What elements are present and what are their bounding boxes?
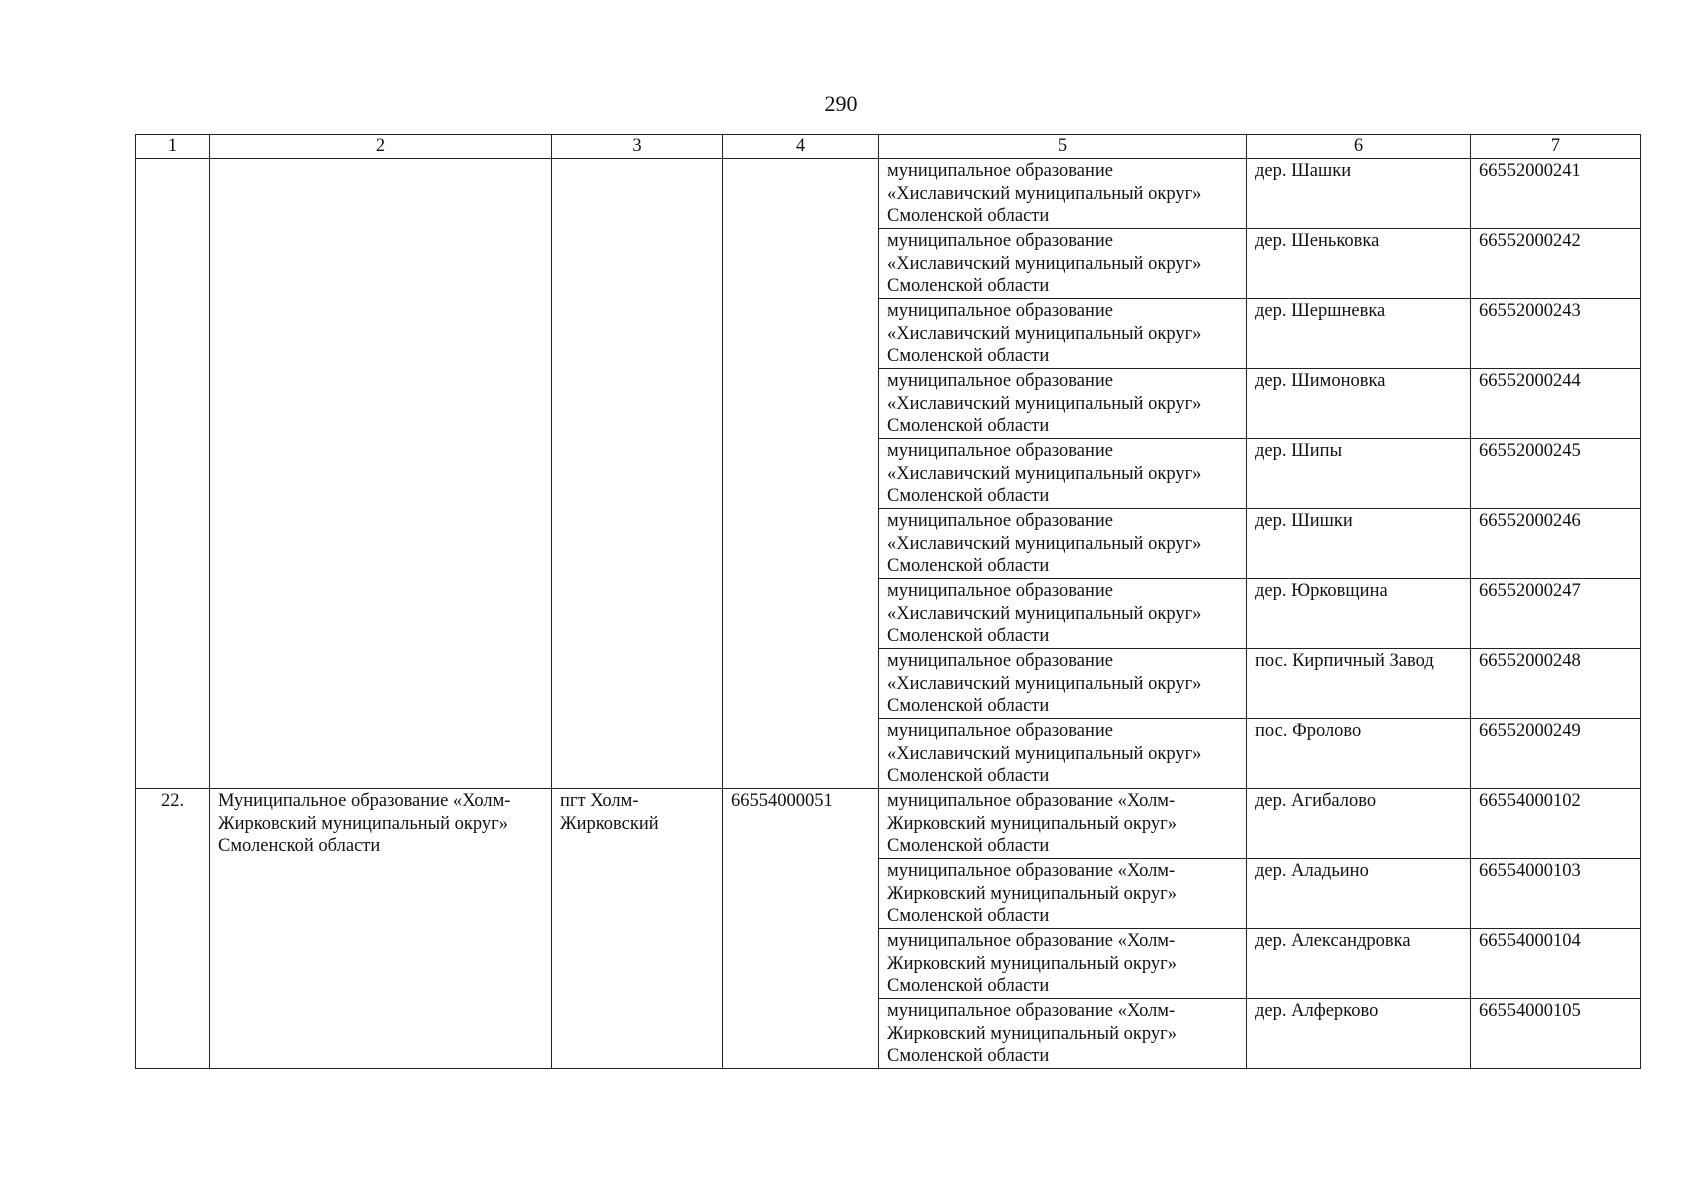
entry-center: пгт Холм-Жирковский <box>552 789 723 1069</box>
column-header-7: 7 <box>1471 135 1641 159</box>
settlement-cell: дер. Юрковщина <box>1247 579 1471 649</box>
municipality-cell: муниципальное образование «Хиславичский муниципальный округ» Смоленской области <box>879 369 1247 439</box>
continuation-code-cell <box>723 159 879 789</box>
entry-number: 22. <box>136 789 210 1069</box>
settlement-cell: дер. Шимоновка <box>1247 369 1471 439</box>
code-cell: 66552000245 <box>1471 439 1641 509</box>
column-header-2: 2 <box>210 135 552 159</box>
settlement-cell: дер. Шершневка <box>1247 299 1471 369</box>
entry-name: Муниципальное образование «Холм-Жирковский муниципальный округ» Смоленской области <box>210 789 552 1069</box>
municipality-cell: муниципальное образование «Хиславичский муниципальный округ» Смоленской области <box>879 579 1247 649</box>
settlement-cell: пос. Кирпичный Завод <box>1247 649 1471 719</box>
code-cell: 66552000247 <box>1471 579 1641 649</box>
settlement-cell: пос. Фролово <box>1247 719 1471 789</box>
entry-center-code: 66554000051 <box>723 789 879 1069</box>
column-header-4: 4 <box>723 135 879 159</box>
code-cell: 66552000241 <box>1471 159 1641 229</box>
code-cell: 66554000102 <box>1471 789 1641 859</box>
municipality-cell: муниципальное образование «Хиславичский муниципальный округ» Смоленской области <box>879 229 1247 299</box>
municipality-cell: муниципальное образование «Холм-Жирковский муниципальный округ» Смоленской области <box>879 929 1247 999</box>
settlements-table <box>135 134 1641 1069</box>
municipality-cell: муниципальное образование «Хиславичский муниципальный округ» Смоленской области <box>879 649 1247 719</box>
municipality-cell: муниципальное образование «Хиславичский муниципальный округ» Смоленской области <box>879 299 1247 369</box>
settlement-cell: дер. Аладьино <box>1247 859 1471 929</box>
continuation-center-cell <box>552 159 723 789</box>
continuation-name-cell <box>210 159 552 789</box>
code-cell: 66554000105 <box>1471 999 1641 1069</box>
column-header-6: 6 <box>1247 135 1471 159</box>
municipality-cell: муниципальное образование «Хиславичский муниципальный округ» Смоленской области <box>879 159 1247 229</box>
settlement-cell: дер. Шипы <box>1247 439 1471 509</box>
municipality-cell: муниципальное образование «Холм-Жирковский муниципальный округ» Смоленской области <box>879 859 1247 929</box>
column-header-3: 3 <box>552 135 723 159</box>
column-header-1: 1 <box>136 135 210 159</box>
table-row <box>136 789 1641 859</box>
settlement-cell: дер. Алферково <box>1247 999 1471 1069</box>
municipality-cell: муниципальное образование «Хиславичский муниципальный округ» Смоленской области <box>879 439 1247 509</box>
continuation-number-cell <box>136 159 210 789</box>
code-cell: 66552000246 <box>1471 509 1641 579</box>
settlement-cell: дер. Шишки <box>1247 509 1471 579</box>
settlement-cell: дер. Агибалово <box>1247 789 1471 859</box>
code-cell: 66552000244 <box>1471 369 1641 439</box>
code-cell: 66552000243 <box>1471 299 1641 369</box>
municipality-cell: муниципальное образование «Хиславичский муниципальный округ» Смоленской области <box>879 509 1247 579</box>
settlement-cell: дер. Шеньковка <box>1247 229 1471 299</box>
municipality-cell: муниципальное образование «Холм-Жирковский муниципальный округ» Смоленской области <box>879 999 1247 1069</box>
code-cell: 66552000248 <box>1471 649 1641 719</box>
municipality-cell: муниципальное образование «Хиславичский муниципальный округ» Смоленской области <box>879 719 1247 789</box>
municipality-cell: муниципальное образование «Холм-Жирковский муниципальный округ» Смоленской области <box>879 789 1247 859</box>
code-cell: 66554000103 <box>1471 859 1641 929</box>
page-number: 290 <box>824 91 858 116</box>
code-cell: 66552000249 <box>1471 719 1641 789</box>
column-number-row <box>136 135 1641 159</box>
code-cell: 66554000104 <box>1471 929 1641 999</box>
code-cell: 66552000242 <box>1471 229 1641 299</box>
table-row <box>136 159 1641 229</box>
settlement-cell: дер. Шашки <box>1247 159 1471 229</box>
column-header-5: 5 <box>879 135 1247 159</box>
settlement-cell: дер. Александровка <box>1247 929 1471 999</box>
